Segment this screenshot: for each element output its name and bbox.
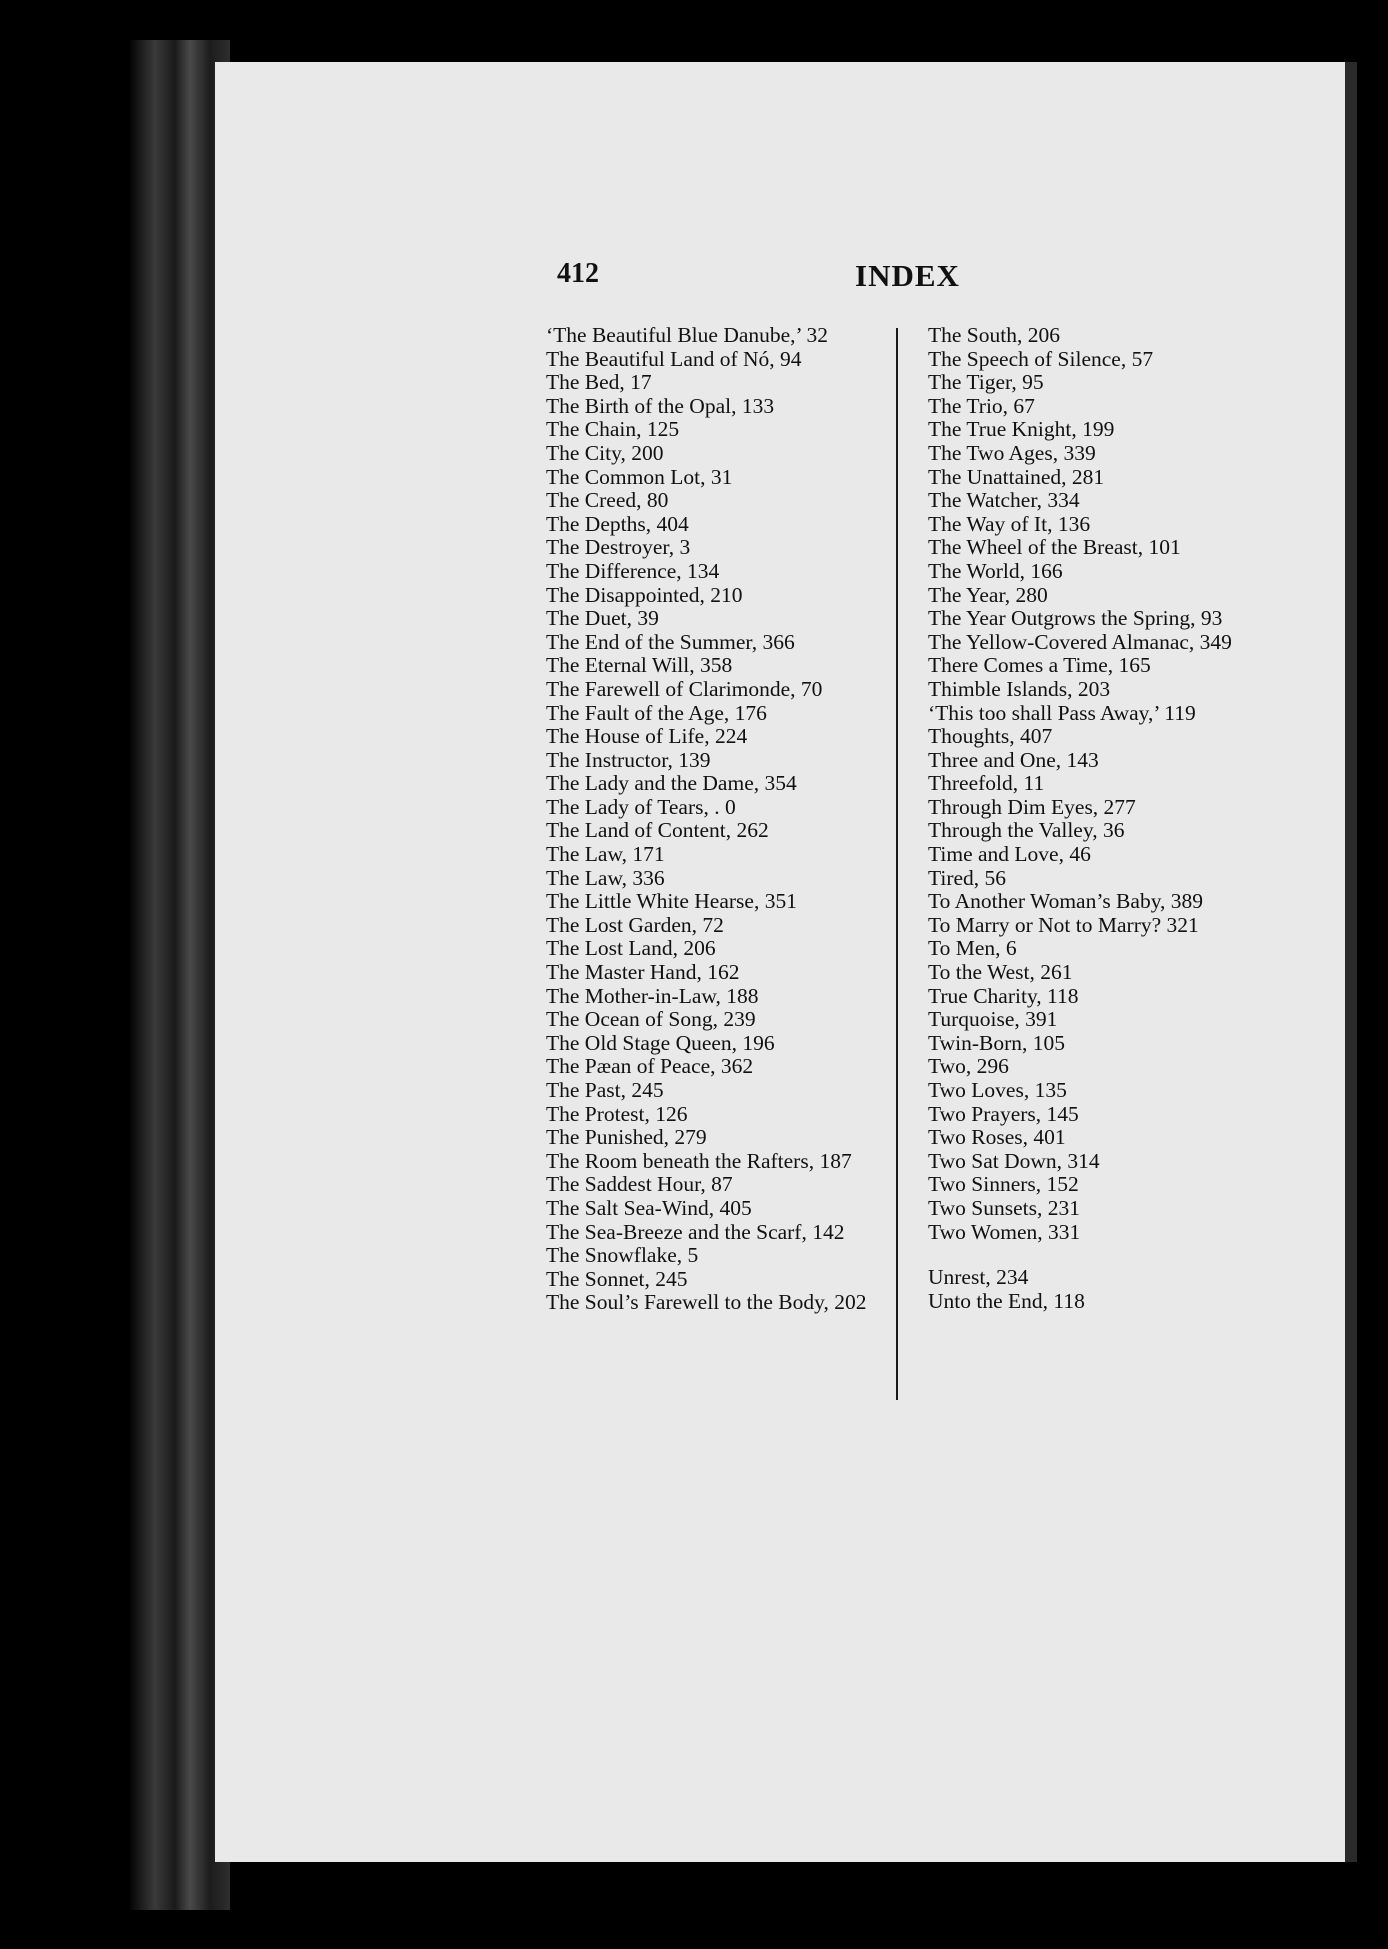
index-entry: The Fault of the Age, 176 [546, 700, 767, 725]
index-entry: Twin-Born, 105 [928, 1030, 1066, 1055]
index-entry: To the West, 261 [928, 960, 1073, 985]
index-entry: The Tiger, 95 [928, 370, 1044, 395]
index-entry: Tired, 56 [928, 865, 1007, 890]
index-entry: The Year, 280 [928, 582, 1048, 607]
column-divider [896, 328, 898, 1400]
index-entry: Two Sinners, 152 [928, 1172, 1079, 1197]
index-entry: The Yellow-Covered Almanac, 349 [928, 629, 1232, 654]
index-entry: Thimble Islands, 203 [928, 676, 1111, 701]
index-entry: Two Loves, 135 [928, 1078, 1067, 1102]
index-entry: The Past, 245 [546, 1078, 664, 1102]
index-entry: The End of the Summer, 366 [546, 629, 795, 654]
index-entry: The Lady of Tears, . 0 [546, 794, 736, 819]
index-entry: Turquoise, 391 [928, 1007, 1058, 1032]
index-entry: The Sonnet, 245 [546, 1266, 688, 1291]
index-entry: The Two Ages, 339 [928, 440, 1096, 465]
index-entry: Two Prayers, 145 [928, 1101, 1079, 1126]
index-entry: The City, 200 [546, 440, 664, 465]
index-entry: The Destroyer, 3 [546, 535, 691, 560]
index-entry: The Old Stage Queen, 196 [546, 1030, 775, 1055]
index-entry: Unrest, 234 [928, 1265, 1029, 1290]
index-entry: Time and Love, 46 [928, 842, 1091, 867]
index-entry: The Punished, 279 [546, 1125, 707, 1150]
index-entry: Two Sunsets, 231 [928, 1195, 1080, 1220]
index-entry: The Bed, 17 [546, 370, 652, 395]
index-entry: The Law, 171 [546, 842, 665, 867]
index-entry: To Another Woman’s Baby, 389 [928, 889, 1204, 914]
index-entry: Two, 296 [928, 1054, 1009, 1079]
index-entry: Two Roses, 401 [928, 1125, 1066, 1150]
index-entry: The Snowflake, 5 [546, 1243, 699, 1268]
index-entry: Threefold, 11 [928, 771, 1045, 796]
index-entry: The Chain, 125 [546, 417, 680, 442]
index-entry: The House of Life, 224 [546, 724, 748, 749]
index-entry: Through Dim Eyes, 277 [928, 794, 1136, 819]
index-entry: Three and One, 143 [928, 747, 1099, 772]
index-entry: The Protest, 126 [546, 1101, 688, 1126]
index-entry: ‘The Beautiful Blue Danube,’ 32 [546, 323, 828, 347]
index-entry: The Way of It, 136 [928, 511, 1091, 536]
index-entry: Through the Valley, 36 [928, 818, 1125, 843]
index-entry: The Land of Content, 262 [546, 818, 769, 843]
index-entry: The Year Outgrows the Spring, 93 [928, 606, 1223, 631]
index-entry: The Master Hand, 162 [546, 960, 740, 985]
index-entry: The Wheel of the Breast, 101 [928, 535, 1181, 560]
index-entry: The Difference, 134 [546, 558, 720, 583]
index-entry: The Lady and the Dame, 354 [546, 771, 797, 796]
index-entry: The Instructor, 139 [546, 747, 711, 772]
index-entry: The Mother-in-Law, 188 [546, 983, 759, 1008]
index-entry: The Soul’s Farewell to the Body, 202 [546, 1290, 867, 1315]
index-entry: The Lost Land, 206 [546, 936, 716, 961]
index-entry: The Unattained, 281 [928, 464, 1105, 489]
page-header [557, 258, 967, 298]
index-entry: The Room beneath the Rafters, 187 [546, 1148, 852, 1173]
index-entry: The Duet, 39 [546, 606, 659, 631]
index-entry: The Depths, 404 [546, 511, 689, 536]
index-entry: The Farewell of Clarimonde, 70 [546, 676, 823, 701]
index-entry: The South, 206 [928, 323, 1060, 347]
index-column-left [546, 324, 886, 1315]
index-entry: To Marry or Not to Marry? 321 [928, 912, 1199, 937]
index-entry: Two Women, 331 [928, 1219, 1081, 1244]
index-entry: The Salt Sea-Wind, 405 [546, 1195, 752, 1220]
page-title: INDEX [855, 258, 960, 293]
index-entry: The Birth of the Opal, 133 [546, 393, 775, 418]
index-entry: The Speech of Silence, 57 [928, 346, 1154, 371]
index-entry: ‘This too shall Pass Away,’ 119 [928, 700, 1196, 725]
index-entry: The Trio, 67 [928, 393, 1035, 418]
index-entry: The Saddest Hour, 87 [546, 1172, 733, 1197]
index-entry: The Creed, 80 [546, 488, 669, 513]
page-edge [1345, 62, 1357, 1862]
index-entry: The Common Lot, 31 [546, 464, 733, 489]
index-entry: The Ocean of Song, 239 [546, 1007, 756, 1032]
index-entry: The Pæan of Peace, 362 [546, 1054, 754, 1079]
index-entry: The Little White Hearse, 351 [546, 889, 797, 914]
index-entry: Thoughts, 407 [928, 724, 1053, 749]
index-entry: The True Knight, 199 [928, 417, 1115, 442]
index-column-right [918, 324, 1268, 1313]
index-entry: The Eternal Will, 358 [546, 653, 733, 678]
index-entry: True Charity, 118 [928, 983, 1079, 1008]
index-entry: The Disappointed, 210 [546, 582, 743, 607]
page-number: 412 [557, 258, 599, 289]
index-entry: The Law, 336 [546, 865, 665, 890]
index-entry: Unto the End, 118 [928, 1288, 1085, 1313]
index-entry: The World, 166 [928, 558, 1063, 583]
index-entry: Two Sat Down, 314 [928, 1148, 1100, 1173]
index-entry: The Beautiful Land of Nó, 94 [546, 346, 802, 371]
index-entry: The Watcher, 334 [928, 488, 1080, 513]
index-entry: The Sea-Breeze and the Scarf, 142 [546, 1219, 845, 1244]
index-entry: There Comes a Time, 165 [928, 653, 1151, 678]
index-entry: The Lost Garden, 72 [546, 912, 724, 937]
index-entry: To Men, 6 [928, 936, 1017, 961]
